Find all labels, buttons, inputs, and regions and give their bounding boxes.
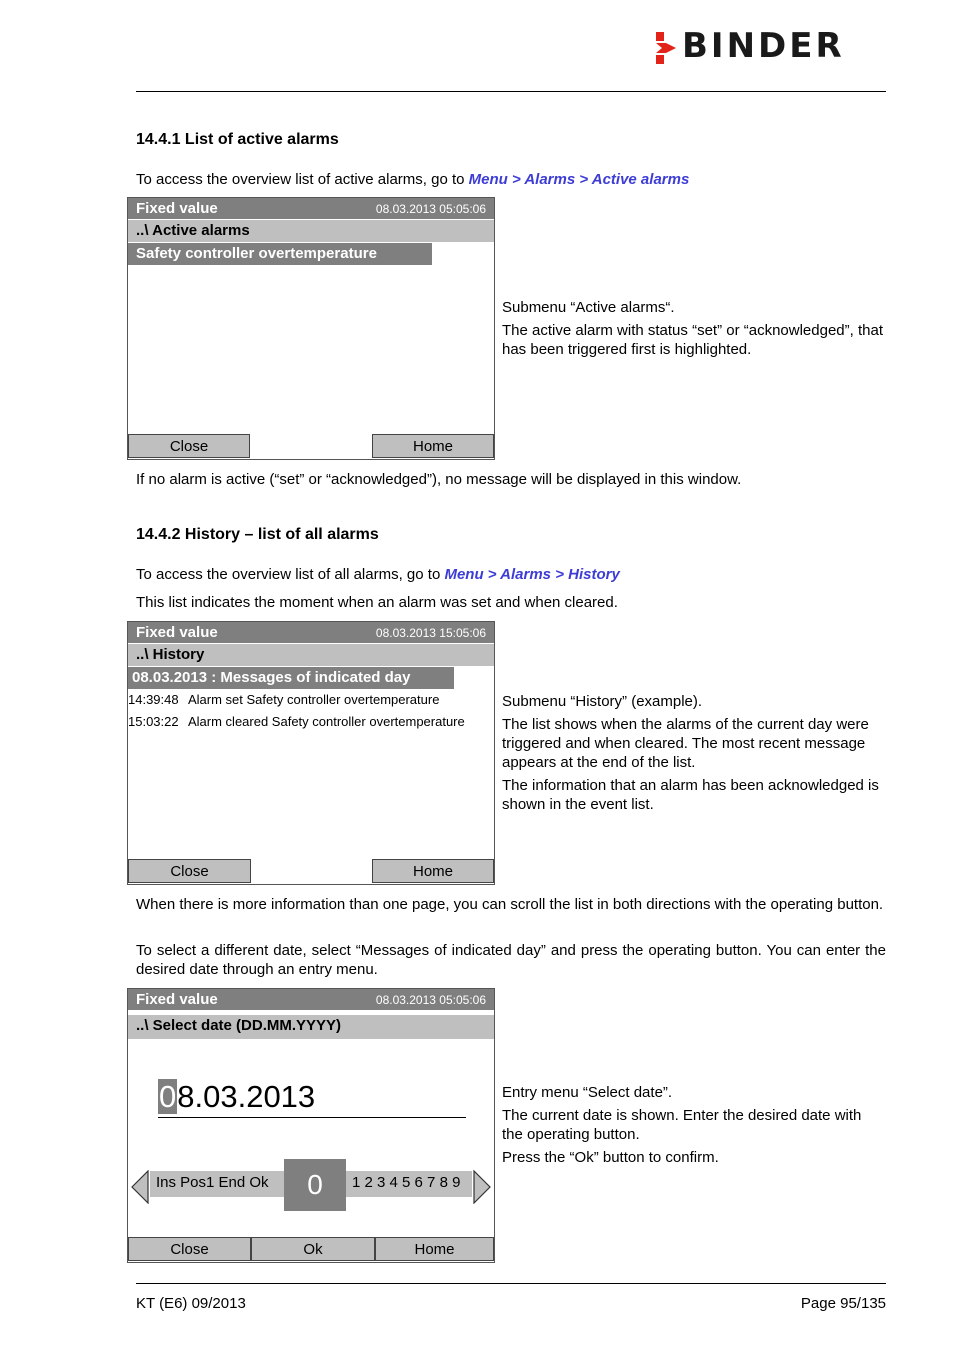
selected-character[interactable]: 0 — [284, 1159, 346, 1211]
logo-text: BINDER — [682, 26, 845, 66]
path-bar[interactable] — [128, 220, 494, 242]
path-label: ..\ History — [136, 646, 205, 663]
caption-active-alarms: Submenu “Active alarms“. The active alarm with status “set” or “acknowledged”, that has been triggered first is highlighted. — [502, 299, 883, 358]
section-heading-active-alarms: 14.4.1 List of active alarms — [136, 131, 339, 148]
digit-options[interactable]: 1 2 3 4 5 6 7 8 9 — [352, 1174, 461, 1191]
history-entry — [128, 714, 465, 729]
screen-title: Fixed value — [136, 624, 218, 641]
path-label: ..\ Select date (DD.MM.YYYY) — [136, 1017, 342, 1034]
caption-history: Submenu “History” (example). The list shows when the alarms of the current day were triggered and when cleared. The most recent message appears at the end of the list. The information that an alarm has been acknowledged is shown in the event list. — [502, 693, 879, 813]
caption-select-date: Entry menu “Select date”. The current date is shown. Enter the desired date with the operating button. Press the “Ok” button to confirm. — [502, 1084, 862, 1166]
entry-time: 14:39:48 — [128, 692, 179, 707]
date-entry-field[interactable] — [158, 1079, 315, 1115]
footer-document-id: KT (E6) 09/2013 — [136, 1295, 246, 1312]
scroll-right-arrow-icon[interactable] — [472, 1170, 492, 1204]
binder-logo — [654, 26, 890, 66]
logo-mark-icon — [654, 32, 678, 64]
footer-rule — [136, 1283, 886, 1284]
screen-title: Fixed value — [136, 991, 218, 1008]
path-bar[interactable] — [128, 1015, 494, 1039]
ok-button[interactable]: Ok — [251, 1237, 375, 1261]
paragraph-select-date: To select a different date, select “Messages of indicated day” and press the operating button. You can enter the desired date through an entry menu. — [136, 942, 886, 978]
paragraph-active-alarms-intro: To access the overview list of active alarms, go to Menu > Alarms > Active alarms — [136, 171, 690, 188]
title-bar — [128, 989, 494, 1010]
paragraph-no-alarm: If no alarm is active (“set” or “acknowledged”), no message will be displayed in this window. — [136, 471, 742, 488]
paragraph-scroll: When there is more information than one page, you can scroll the list in both directions with the operating button. — [136, 896, 884, 913]
screen-datetime: 08.03.2013 05:05:06 — [375, 993, 486, 1007]
footer-page-number: Page 95/135 — [800, 1295, 886, 1312]
entry-time: 15:03:22 — [128, 714, 179, 729]
title-bar — [128, 622, 494, 643]
entry-text: Alarm set Safety controller overtemperature — [188, 692, 440, 707]
menu-path-link: Menu > Alarms > History — [444, 566, 620, 583]
history-screen — [127, 621, 495, 885]
home-button[interactable]: Home — [372, 434, 494, 458]
home-button[interactable]: Home — [375, 1237, 494, 1261]
title-bar — [128, 198, 494, 219]
close-button[interactable]: Close — [128, 1237, 251, 1261]
date-underline — [158, 1117, 466, 1118]
header-rule — [136, 91, 886, 92]
scroll-left-arrow-icon[interactable] — [130, 1170, 150, 1204]
entry-text: Alarm cleared Safety controller overtemperature — [188, 714, 465, 729]
select-date-screen — [127, 988, 495, 1263]
section-heading-history: 14.4.2 History – list of all alarms — [136, 526, 379, 543]
date-value: 8.03.2013 — [177, 1079, 316, 1114]
screen-datetime: 08.03.2013 05:05:06 — [375, 202, 486, 216]
menu-path-link: Menu > Alarms > Active alarms — [468, 171, 690, 188]
close-button[interactable]: Close — [128, 434, 250, 458]
alarm-list-item[interactable]: Safety controller overtemperature — [128, 243, 432, 265]
active-alarms-screen — [127, 197, 495, 460]
paragraph-history-intro: To access the overview list of all alarms, go to Menu > Alarms > History — [136, 566, 620, 583]
history-entry — [128, 692, 439, 707]
date-cursor: 0 — [159, 1079, 177, 1114]
home-button[interactable]: Home — [372, 859, 494, 883]
messages-of-day-item[interactable]: 08.03.2013 : Messages of indicated day — [128, 667, 454, 689]
close-button[interactable]: Close — [128, 859, 251, 883]
path-bar[interactable] — [128, 644, 494, 666]
edit-options[interactable]: Ins Pos1 End Ok — [156, 1174, 269, 1191]
path-label: ..\ Active alarms — [136, 222, 250, 239]
screen-title: Fixed value — [136, 200, 218, 217]
paragraph-history-purpose: This list indicates the moment when an alarm was set and when cleared. — [136, 594, 618, 611]
screen-datetime: 08.03.2013 15:05:06 — [375, 626, 486, 640]
